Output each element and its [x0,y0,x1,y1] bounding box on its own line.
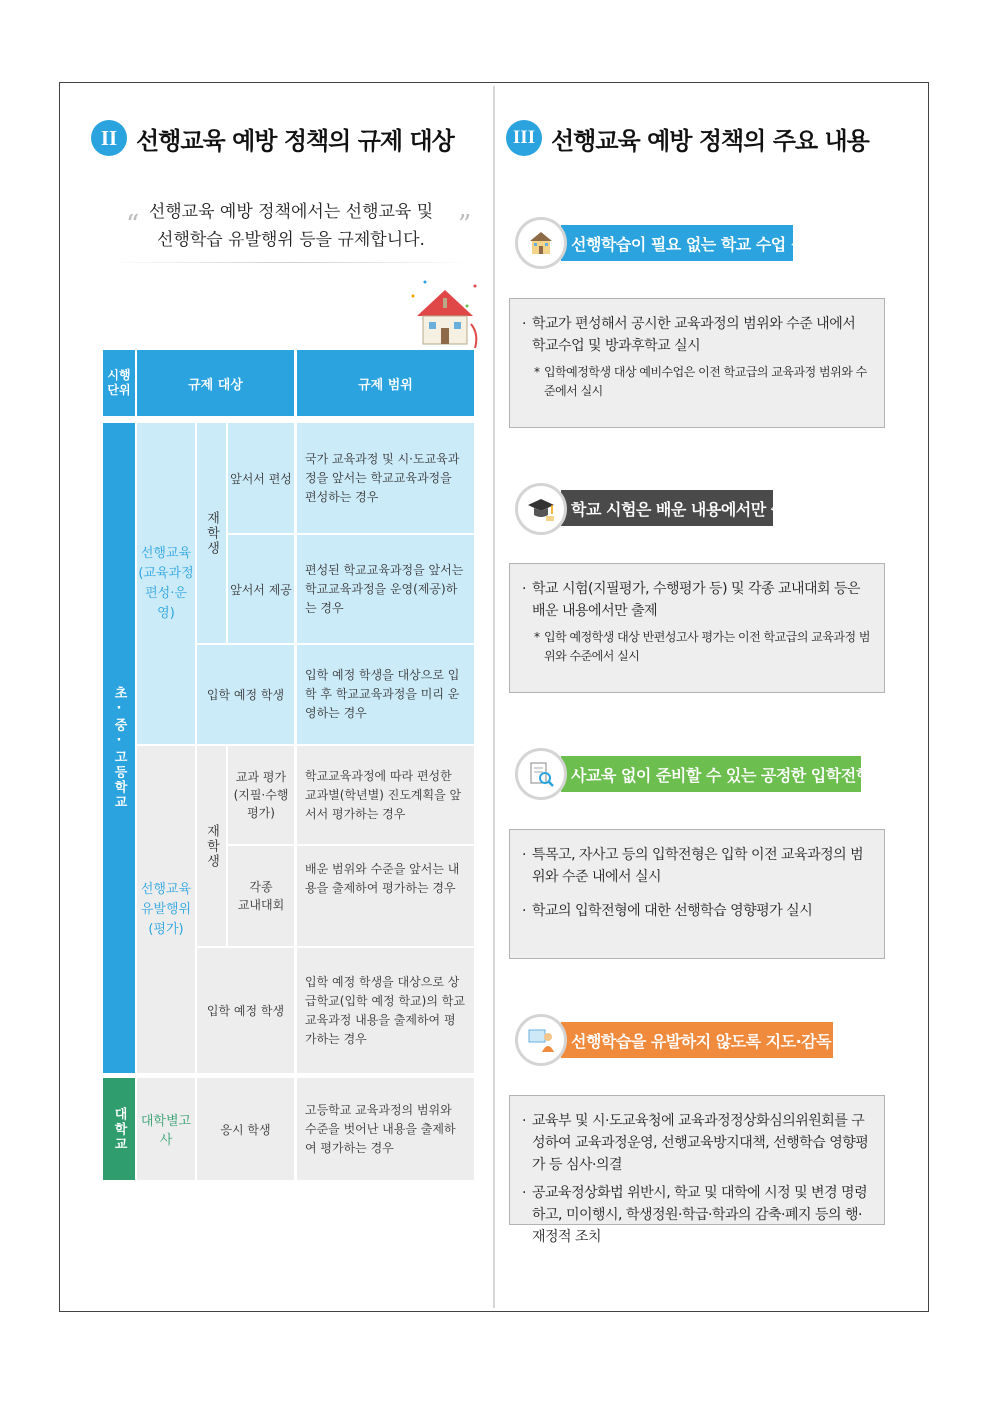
section-title: 선행교육 예방 정책의 주요 내용 [551,126,869,155]
enrolled-cell-1 [197,423,226,643]
item-1-bullet-1: · 학교가 편성해서 공시한 교육과정의 범위와 수준 내에서 학교수업 및 방과후학교 실시 [522,313,870,357]
graduation-icon [526,494,556,524]
category-curriculum-label: 선행교육 (교육과정 편성·운영) [138,545,194,621]
item-2-note: * 입학 예정학생 대상 반편성고사 평가는 이전 학교급의 교육과정 범위와 수준에서 실시 [522,628,870,666]
row-prospective-2-scope: 입학 예정 학생을 대상으로 상급학교(입학 예정 학교)의 학교교육과정 내용을 출제하여 평가하는 경우 [297,948,474,1073]
quote-underline [110,262,472,263]
category-university [137,1078,195,1180]
close-quote-mark: ” [458,210,472,240]
row-applicant-scope: 고등학교 교육과정의 범위와 수준을 벗어난 내용을 출제하여 평가하는 경우 [297,1078,474,1180]
row-ahead-provide-scope: 편성된 학교교육과정을 앞서는 학교교육과정을 운영(제공)하는 경우 [297,535,474,643]
intro-quote [110,198,472,260]
section-number-badge: III [506,120,542,156]
enrolled-label-1: 재학생 [204,510,219,556]
row-ahead-organize-scope: 국가 교육과정 및 시·도교육과정을 앞서는 학교교육과정을 편성하는 경우 [297,423,474,533]
item-2-title: 학교 시험은 배운 내용에서만 출제 [561,490,773,526]
row-ahead-organize-label: 앞서서 편성 [230,471,292,486]
category-inducing [137,746,195,1073]
school-house-icon [405,276,485,351]
item-4-bullet-1: · 교육부 및 시·도교육청에 교육과정정상화심의위원회를 구성하여 교육과정운영, 선행교육방지대책, 선행학습 영향평가 등 심사·의결 [522,1110,870,1176]
item-3-bullet-1: · 특목고, 자사고 등의 입학전형은 입학 이전 교육과정의 범위와 수준 내에서 실시 [522,844,870,888]
row-prospective-2-label: 입학 예정 학생 [206,1004,285,1018]
section-header-regulation-target [91,120,454,156]
item-1-note: * 입학예정학생 대상 예비수업은 이전 학교급의 교육과정 범위와 수준에서 실시 [522,363,870,401]
open-quote-mark: “ [126,210,140,240]
item-3-title: 사교육 없이 준비할 수 있는 공정한 입학전형 마련 [561,756,861,792]
quote-line-1: 선행교육 예방 정책에서는 선행교육 및 [148,202,434,222]
unit-university [103,1078,135,1180]
category-inducing-label: 선행교육 유발행위 (평가) [140,881,192,937]
header-target: 규제 대상 [137,350,294,416]
item-3-box [509,829,885,959]
unit-school [103,423,135,1073]
row-subject-eval-scope: 학교교육과정에 따라 편성한 교과별(학년별) 진도계획을 앞서서 평가하는 경우 [297,746,474,844]
section-title: 선행교육 예방 정책의 규제 대상 [136,126,454,155]
section-header-main-content [506,120,869,156]
item-4-icon-ring [515,1014,567,1066]
magnifier-document-icon [526,759,556,789]
enrolled-label-2: 재학생 [204,823,219,869]
unit-university-label: 대학교 [111,1106,127,1152]
quote-line-2: 선행학습 유발행위 등을 규제합니다. [157,230,425,250]
row-prospective-1-scope: 입학 예정 학생을 대상으로 입학 후 학교교육과정을 미리 운영하는 경우 [297,645,474,744]
row-applicant [197,1078,294,1180]
row-ahead-provide [228,535,294,643]
item-4-box [509,1095,885,1245]
row-prospective-1 [197,645,294,744]
item-2-box [509,563,885,693]
row-ahead-provide-label: 앞서서 제공 [230,582,292,597]
item-4-bullet-2: · 공교육정상화법 위반시, 학교 및 대학에 시정 및 변경 명령하고, 미이행시, 학생정원·학급·학과의 감축·폐지 등의 행·재정적 조치 [522,1182,870,1248]
item-1-icon-ring [515,217,567,269]
unit-school-label: 초·중·고등학교 [111,686,127,810]
enrolled-cell-2 [197,746,226,946]
category-university-label: 대학별고사 [140,1114,192,1148]
column-divider [493,86,495,1308]
school-icon [526,228,556,258]
teacher-icon [526,1025,556,1055]
item-4-title: 선행학습을 유발하지 않도록 지도·감독 철저 [561,1022,833,1058]
row-contest-scope: 배운 범위와 수준을 앞서는 내용을 출제하여 평가하는 경우 [297,846,474,946]
row-prospective-1-label: 입학 예정 학생 [206,688,285,702]
row-subject-eval: 교과 평가 (지필·수행 평가) [228,746,294,844]
category-curriculum [137,423,195,744]
item-1-box [509,298,885,428]
section-number-badge: II [91,120,127,156]
item-2-bullet-1: · 학교 시험(지필평가, 수행평가 등) 및 각종 교내대회 등은 배운 내용에서만 출제 [522,578,870,622]
row-prospective-2 [197,948,294,1073]
header-scope: 규제 범위 [297,350,474,416]
header-unit: 시행 단위 [103,350,135,416]
item-3-icon-ring [515,748,567,800]
item-2-icon-ring [515,483,567,535]
row-contest: 각종 교내대회 [228,846,294,946]
row-ahead-organize [228,423,294,533]
item-1-title: 선행학습이 필요 없는 학교 수업 실시 [561,225,793,261]
row-applicant-label: 응시 학생 [220,1122,271,1137]
item-3-bullet-2: · 학교의 입학전형에 대한 선행학습 영향평가 실시 [522,900,870,922]
